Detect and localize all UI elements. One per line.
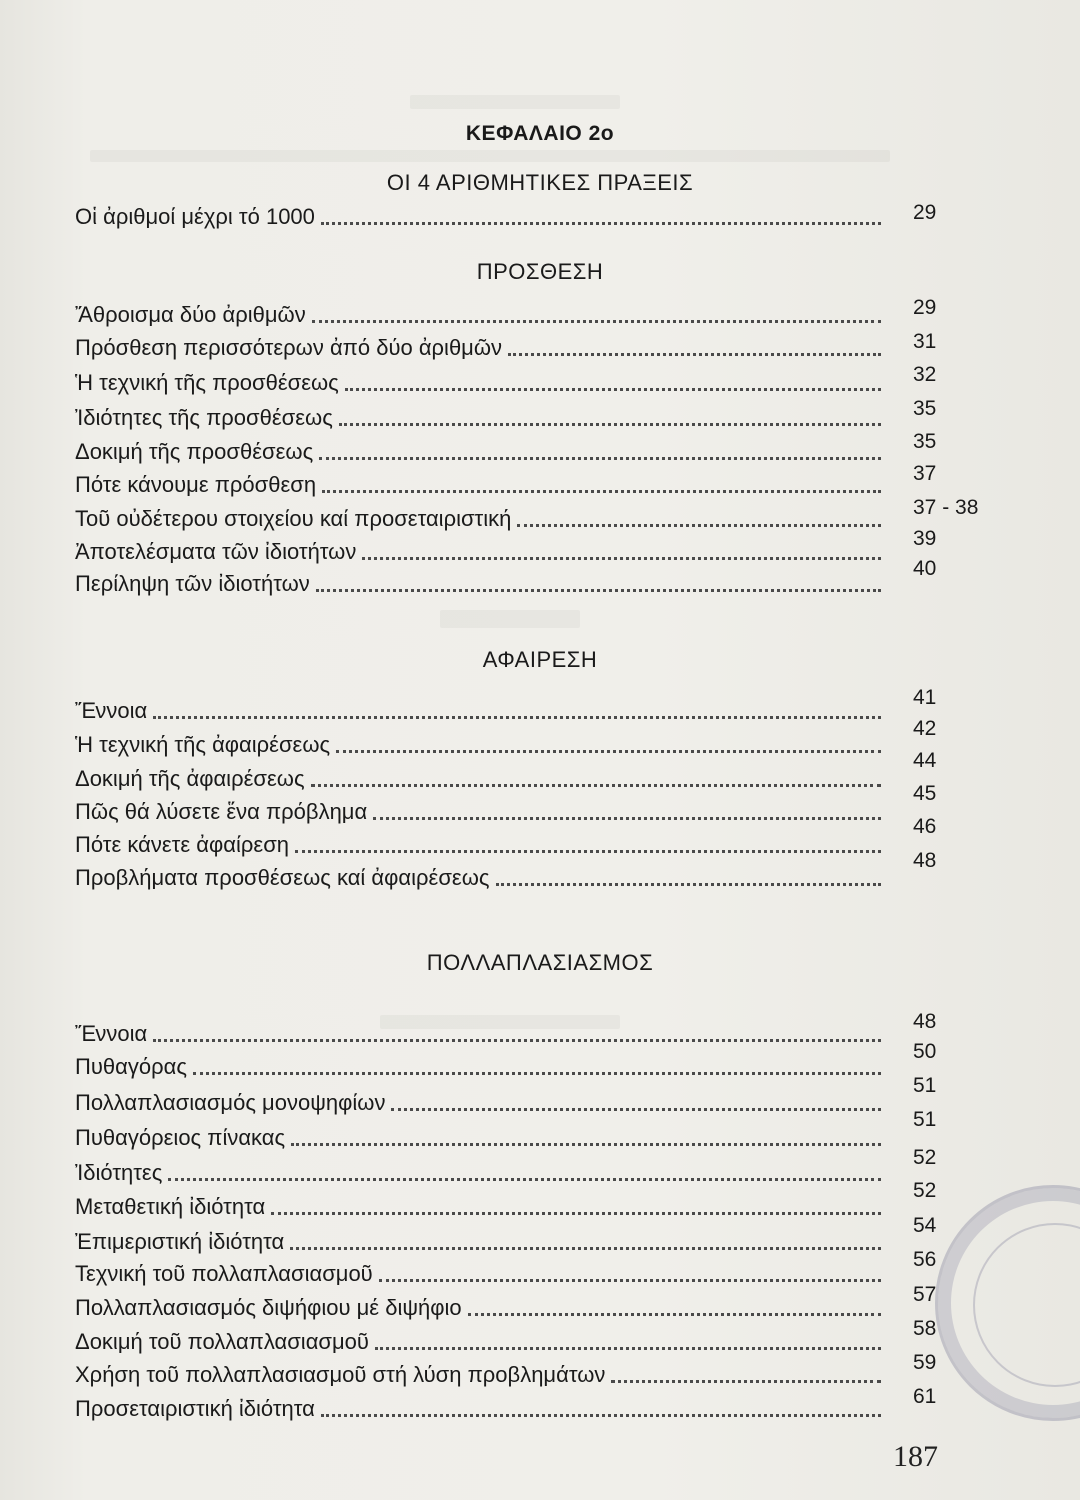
toc-entry[interactable]	[75, 861, 887, 891]
library-stamp	[935, 1185, 1080, 1421]
toc-entry-title: Προσεταιριστική ἰδιότητα	[75, 1396, 315, 1421]
toc-entry-title: Πότε κάνετε ἀφαίρεση	[75, 832, 290, 857]
toc-entry-page: 40	[913, 557, 937, 580]
toc-entry-page: 32	[913, 363, 937, 386]
toc-entry-page: 29	[913, 296, 937, 319]
toc-entry[interactable]	[75, 1325, 887, 1355]
toc-entry-title: Πολλαπλασιασμός διψήφιου μέ διψήφιο	[75, 1295, 462, 1320]
toc-entry-page: 39	[913, 527, 937, 550]
toc-entry[interactable]	[75, 1086, 887, 1116]
dot-leader	[168, 1174, 881, 1181]
toc-entry-title: Μεταθετική ἰδιότητα	[75, 1194, 266, 1219]
dot-leader	[291, 1139, 881, 1146]
dot-leader	[362, 553, 881, 560]
toc-entry-page: 51	[913, 1074, 937, 1097]
toc-entry-page: 37	[913, 462, 937, 485]
toc-entry-page: 61	[913, 1385, 937, 1408]
section-heading-arithmetic: ΟΙ 4 ΑΡΙΘΜΗΤΙΚΕΣ ΠΡΑΞΕΙΣ	[386, 170, 694, 195]
toc-entry-title: Ἡ τεχνική τῆς ἀφαιρέσεως	[75, 732, 331, 757]
toc-entry-page: 52	[913, 1146, 937, 1169]
toc-entry-title: Πυθαγόρειος πίνακας	[75, 1125, 286, 1150]
dot-leader	[295, 846, 881, 853]
toc-entry-page: 54	[913, 1214, 937, 1237]
toc-entry[interactable]	[75, 502, 887, 532]
bleed-through-mark	[90, 150, 890, 162]
toc-entry-title: Δοκιμή τοῦ πολλαπλασιασμοῦ	[75, 1329, 369, 1354]
toc-entry-title: Δοκιμή τῆς προσθέσεως	[75, 439, 314, 464]
dot-leader	[153, 1035, 881, 1042]
dot-leader	[153, 712, 881, 719]
toc-entry-title: Δοκιμή τῆς ἀφαιρέσεως	[75, 766, 305, 791]
toc-entry[interactable]	[75, 1358, 887, 1388]
dot-leader	[321, 218, 881, 225]
toc-entry-title: Πότε κάνουμε πρόσθεση	[75, 472, 317, 497]
section-heading-subtraction: ΑΦΑΙΡΕΣΗ	[482, 647, 598, 672]
dot-leader	[316, 585, 881, 592]
page-number: 187	[893, 1440, 938, 1473]
dot-leader	[271, 1208, 881, 1215]
chapter-title: ΚΕΦΑΛΑΙΟ 2ο	[465, 122, 615, 145]
toc-entry-title: Πολλαπλασιασμός μονοψηφίων	[75, 1090, 386, 1115]
dot-leader	[391, 1104, 881, 1111]
toc-entry-page: 48	[913, 849, 937, 872]
toc-entry-title: Ἰδιότητες τῆς προσθέσεως	[75, 405, 333, 430]
toc-entry-page: 37 - 38	[913, 496, 979, 519]
dot-leader	[193, 1068, 881, 1075]
toc-entry[interactable]	[75, 1156, 887, 1186]
toc-entry-page: 44	[913, 749, 937, 772]
dot-leader	[468, 1309, 881, 1316]
dot-leader	[508, 349, 881, 356]
toc-entry-title: Οἱ ἀριθμοί μέχρι τό 1000	[75, 204, 315, 229]
dot-leader	[321, 1410, 881, 1417]
toc-entry-title: Ἰδιότητες	[75, 1160, 163, 1185]
toc-entry-title: Χρήση τοῦ πολλαπλασιασμοῦ στή λύση προβλημάτων	[75, 1362, 606, 1387]
toc-entry-page: 58	[913, 1317, 937, 1340]
dot-leader	[611, 1376, 881, 1383]
toc-entry[interactable]	[75, 331, 887, 361]
toc-entry[interactable]	[75, 694, 887, 724]
toc-entry-title: Ἔννοια	[75, 1021, 148, 1046]
toc-entry-page: 45	[913, 782, 937, 805]
toc-entry[interactable]	[75, 1291, 887, 1321]
toc-entry-page: 42	[913, 717, 937, 740]
dot-leader	[339, 419, 881, 426]
toc-entry-title: Ἄθροισμα δύο ἀριθμῶν	[75, 302, 306, 327]
toc-entry-page: 56	[913, 1248, 937, 1271]
dot-leader	[322, 486, 881, 493]
toc-entry-page: 48	[913, 1010, 937, 1033]
toc-entry-title: Τεχνική τοῦ πολλαπλασιασμοῦ	[75, 1261, 373, 1286]
dot-leader	[496, 879, 882, 886]
toc-entry-title: Περίληψη τῶν ἰδιοτήτων	[75, 571, 310, 596]
toc-entry[interactable]	[75, 1190, 887, 1220]
toc-entry-page: 41	[913, 686, 937, 709]
dot-leader	[375, 1343, 881, 1350]
toc-entry-page: 57	[913, 1283, 937, 1306]
toc-entry[interactable]	[75, 298, 887, 328]
toc-entry-title: Ἀποτελέσματα τῶν ἰδιοτήτων	[75, 539, 357, 564]
toc-entry[interactable]	[75, 728, 887, 758]
toc-entry-title: Ἔννοια	[75, 698, 148, 723]
bleed-through-mark	[440, 610, 580, 628]
dot-leader	[312, 316, 881, 323]
toc-entry-title: Τοῦ οὐδέτερου στοιχείου καί προσεταιριστική	[75, 506, 512, 531]
stamp-inner-ring	[973, 1223, 1080, 1387]
dot-leader	[311, 780, 881, 787]
bleed-through-mark	[410, 95, 620, 109]
toc-entry[interactable]	[75, 468, 887, 498]
toc-entry-page: 29	[913, 201, 937, 224]
toc-entry[interactable]	[75, 1225, 887, 1255]
toc-entry[interactable]	[75, 762, 887, 792]
dot-leader	[290, 1243, 881, 1250]
dot-leader	[319, 453, 881, 460]
toc-entry-page: 52	[913, 1179, 937, 1202]
toc-entry-page: 35	[913, 430, 937, 453]
toc-entry[interactable]	[75, 567, 887, 597]
toc-entry-title: Προβλήματα προσθέσεως καί ἀφαιρέσεως	[75, 865, 490, 890]
toc-entry[interactable]	[75, 1121, 887, 1151]
toc-entry[interactable]	[75, 1257, 887, 1287]
toc-entry-title: Πῶς θά λύσετε ἕνα πρόβλημα	[75, 799, 368, 824]
dot-leader	[345, 384, 881, 391]
dot-leader	[336, 746, 881, 753]
toc-entry[interactable]	[75, 200, 887, 230]
toc-entry[interactable]	[75, 366, 887, 396]
dot-leader	[379, 1275, 881, 1282]
dot-leader	[517, 520, 881, 527]
toc-entry[interactable]	[75, 535, 887, 565]
toc-entry[interactable]	[75, 1392, 887, 1422]
toc-entry-page: 51	[913, 1108, 937, 1131]
toc-entry-title: Ἐπιμεριστική ἰδιότητα	[75, 1229, 285, 1254]
toc-entry-title: Ἡ τεχνική τῆς προσθέσεως	[75, 370, 339, 395]
dot-leader	[373, 813, 881, 820]
section-heading-addition: ΠΡΟΣΘΕΣΗ	[476, 259, 604, 284]
toc-entry-page: 59	[913, 1351, 937, 1374]
toc-entry-page: 46	[913, 815, 937, 838]
section-heading-multiplication: ΠΟΛΛΑΠΛΑΣΙΑΣΜΟΣ	[426, 950, 654, 975]
toc-entry[interactable]	[75, 1017, 887, 1047]
toc-entry[interactable]	[75, 435, 887, 465]
toc-entry[interactable]	[75, 795, 887, 825]
toc-entry-title: Πυθαγόρας	[75, 1054, 187, 1079]
toc-entry-page: 50	[913, 1040, 937, 1063]
toc-entry[interactable]	[75, 1050, 887, 1080]
toc-entry[interactable]	[75, 401, 887, 431]
toc-entry-title: Πρόσθεση περισσότερων ἀπό δύο ἀριθμῶν	[75, 335, 503, 360]
toc-entry-page: 35	[913, 397, 937, 420]
toc-entry[interactable]	[75, 828, 887, 858]
toc-entry-page: 31	[913, 330, 937, 353]
